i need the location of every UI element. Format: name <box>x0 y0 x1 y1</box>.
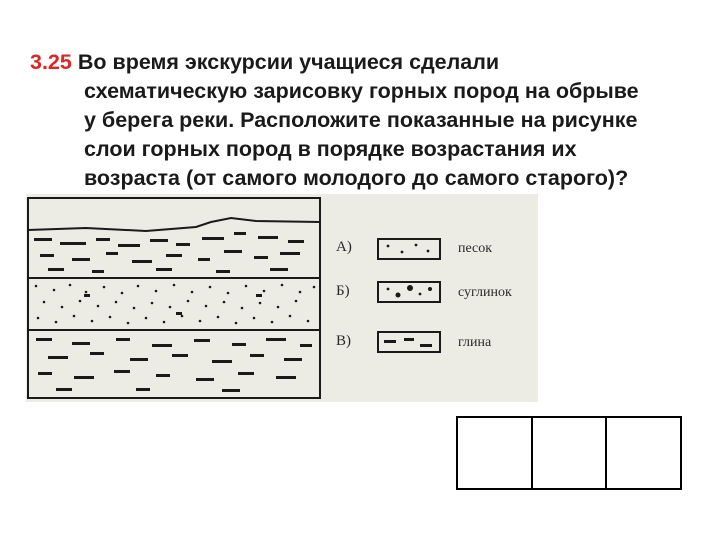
question-line-4: слои горных пород в порядке возрастания их <box>84 137 577 161</box>
question-line-1: Во время экскурсии учащиеся сделали <box>77 50 500 74</box>
loam-pattern-icon <box>378 282 440 302</box>
answer-grid <box>456 416 682 490</box>
legend-name-loam: суглинок <box>458 285 512 300</box>
rock-layers-figure <box>26 194 538 402</box>
sand-pattern-icon <box>378 239 440 259</box>
question-line-3: у берега реки. Расположите показанные на рисунке <box>84 108 638 132</box>
answer-cell-1[interactable] <box>458 418 533 488</box>
task-question <box>30 48 710 193</box>
question-line-2: схематическую зарисовку горных пород на обрыве <box>84 79 639 103</box>
question-line-5: возраста (от самого молодого до самого старого)? <box>84 166 629 190</box>
clay-pattern-icon <box>378 332 440 352</box>
legend-letter-v: В) <box>336 333 351 349</box>
answer-cell-2[interactable] <box>533 418 608 488</box>
legend-name-clay: глина <box>458 335 492 350</box>
legend-name-sand: песок <box>458 241 493 256</box>
legend-letter-a: А) <box>336 239 352 255</box>
legend-letter-b: Б) <box>336 283 350 299</box>
answer-cell-3[interactable] <box>607 418 680 488</box>
task-number: 3.25 <box>30 50 72 74</box>
